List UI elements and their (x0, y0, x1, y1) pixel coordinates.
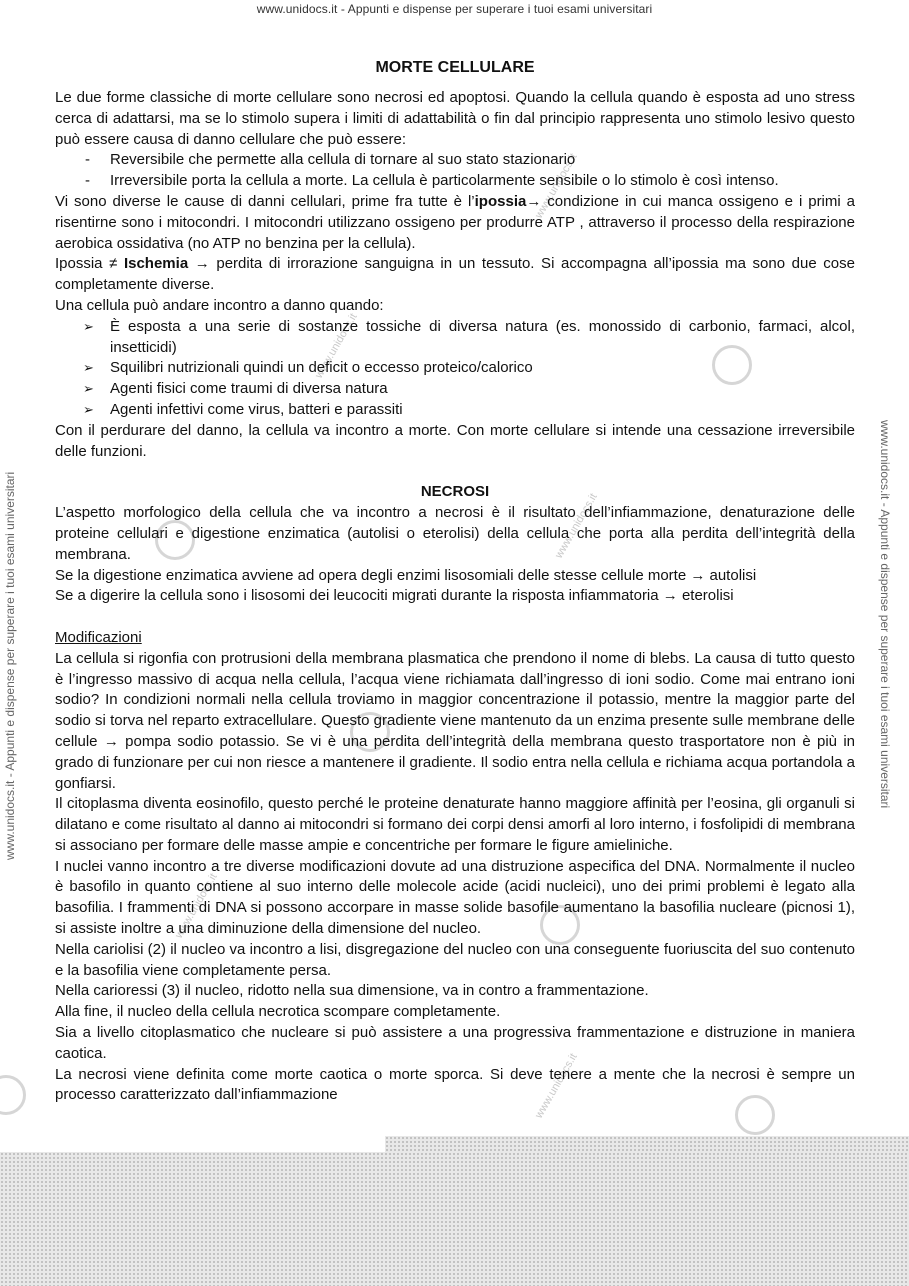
modificazioni-paragraph-7: Sia a livello citoplasmatico che nucleare si può assistere a una progressiva frammentazione e distruzione in maniera caotica. (55, 1024, 855, 1062)
list-item: ➢ È esposta a una serie di sostanze tossiche di diversa natura (es. monossido di carbonio, farmaci, alcol, insetticidi) (55, 317, 855, 359)
modificazioni-paragraph-6: Alla fine, il nucleo della cellula necrotica scompare completamente. (55, 1003, 501, 1021)
modificazioni-paragraph-3: I nuclei vanno incontro a tre diverse modificazioni dovute ad una distruzione aspecifica del DNA. Normalmente il nucleo è basofilo in quanto contiene al suo interno delle molecole acide (acidi nucleici), uno dei primi problemi è legato alla basofilia. I frammenti di DNA si possono accorpare in masse solide basofile aumentano la basofilia nucleare (picnosi 1), si assiste inoltre a una diminuzione della dimensione del nucleo. (55, 857, 855, 938)
list-item: - Irreversibile porta la cellula a morte. La cellula è particolarmente sensibile o lo stimolo è così intenso. (55, 171, 855, 192)
document-body (55, 58, 855, 1106)
danno-intro: Una cellula può andare incontro a danno quando: (55, 296, 384, 314)
ipossia-paragraph: Vi sono diverse le cause di danni cellulari, prime fra tutte è l’ipossia→ condizione in cui manca ossigeno e i primi a risentirne sono i mitocondri. I mitocondri utilizzano ossigeno per produrre ATP , attraverso il processo della respirazione aerobica ossidativa (no ATP no benzina per la cellula). (55, 192, 856, 252)
eterolisi-line: Se a digerire la cellula sono i lisosomi dei leucociti migrati durante la risposta infiammatoria → eterolisi (55, 587, 734, 605)
list-item: ➢ Agenti fisici come traumi di diversa natura (55, 379, 855, 400)
page-title: MORTE CELLULARE (375, 59, 535, 76)
redaction-overlay (0, 1152, 909, 1286)
watermark-text: www.unidocs.it (552, 491, 600, 561)
list-item: - Reversibile che permette alla cellula di tornare al suo stato stazionario (55, 150, 855, 171)
watermark-text: www.unidocs.it (312, 311, 360, 381)
perdurare-paragraph: Con il perdurare del danno, la cellula va incontro a morte. Con morte cellulare si intende una cessazione irreversibile delle funzioni. (55, 421, 855, 460)
ischemia-paragraph: Ipossia ≠ Ischemia → perdita di irrorazione sanguigna in un tessuto. Si accompagna all’ipossia ma sono due cose completamente diverse. (55, 255, 855, 294)
damage-type-list (55, 150, 855, 192)
section-title-necrosi: NECROSI (420, 483, 490, 501)
modificazioni-paragraph-5: Nella carioressi (3) il nucleo, ridotto nella sua dimensione, va in contro a frammentazione. (55, 982, 649, 1000)
list-item: ➢ Squilibri nutrizionali quindi un deficit o eccesso proteico/calorico (55, 358, 855, 379)
right-margin-watermark: www.unidocs.it - Appunti e dispense per superare i tuoi esami universitari (878, 420, 892, 809)
modificazioni-paragraph-1: La cellula si rigonfia con protrusioni della membrana plasmatica che prendono il nome di blebs. La causa di tutto questo è l’ingresso massivo di acqua nella cellula, l’acqua viene richiamata dall’ingresso di ioni sodio. Come mai entrano ioni sodio? In condizioni normali nella cellula troviamo in maggior concentrazione il potassio, mentre la maggior parte del sodio si torva nel reparto extracellulare. Questo gradiente viene mantenuto da un enzima presente sulle membrane delle cellule → pompa sodio potassio. Se vi è una perdita dell’integrità della membrana questo trasportatore non è più in grado di funzionare per cui non riesce a mantenere il gradiente. Il sodio entra nella cellula e richiama acqua portandola a gonfiarsi. (55, 649, 855, 792)
watermark-text: www.unidocs.it (172, 871, 220, 941)
modificazioni-paragraph-2: Il citoplasma diventa eosinofilo, questo perché le proteine denaturate hanno maggiore affinità per l’eosina, gli organuli si dilatano e come risultato al danno ai mitocondri si formano dei corpi densi amorfi al loro interno, i fosfolipidi di membrana si associano per formare delle masse ampie e concentriche per formare le figure amieliniche. (55, 795, 855, 854)
modificazioni-paragraph-8: La necrosi viene definita come morte caotica o morte sporca. Si deve tenere a mente che la necrosi è sempre un processo caratterizzato dall’infiammazione (55, 1065, 855, 1104)
page-header: www.unidocs.it - Appunti e dispense per superare i tuoi esami universitari (256, 2, 653, 16)
watermark-text: www.unidocs.it (532, 151, 580, 221)
watermark-text: www.unidocs.it (532, 1051, 580, 1121)
modificazioni-paragraph-4: Nella cariolisi (2) il nucleo va incontro a lisi, disgregazione del nucleo con una conseguente fuoriuscita del suo contenuto e la basofilia viene completamente persa. (55, 940, 855, 979)
necrosi-paragraph: L’aspetto morfologico della cellula che va incontro a necrosi è il risultato dell’infiammazione, denaturazione delle proteine cellulari e digestione enzimatica (autolisi o eterolisi) della cellula che porta alla perdita dell’integrità della membrana. (55, 504, 855, 563)
list-item: ➢ Agenti infettivi come virus, batteri e parassiti (55, 400, 855, 421)
autolisi-line: Se la digestione enzimatica avviene ad opera degli enzimi lisosomiali delle stesse cellule morte → autolisi (55, 566, 757, 584)
subsection-title-modificazioni: Modificazioni (55, 628, 142, 646)
left-margin-watermark: www.unidocs.it - Appunti e dispense per superare i tuoi esami universitari (3, 471, 17, 860)
damage-causes-list (55, 317, 855, 421)
watermark-logo-icon (0, 1075, 26, 1115)
intro-paragraph: Le due forme classiche di morte cellulare sono necrosi ed apoptosi. Quando la cellula quando è esposta ad uno stress cerca di adattarsi, ma se lo stimolo supera i limiti di adattabilità o fin dal principio rappresenta uno stimolo lesivo questo può essere causa di danno cellulare che può essere: (55, 89, 855, 148)
redaction-overlay-top (385, 1136, 909, 1152)
